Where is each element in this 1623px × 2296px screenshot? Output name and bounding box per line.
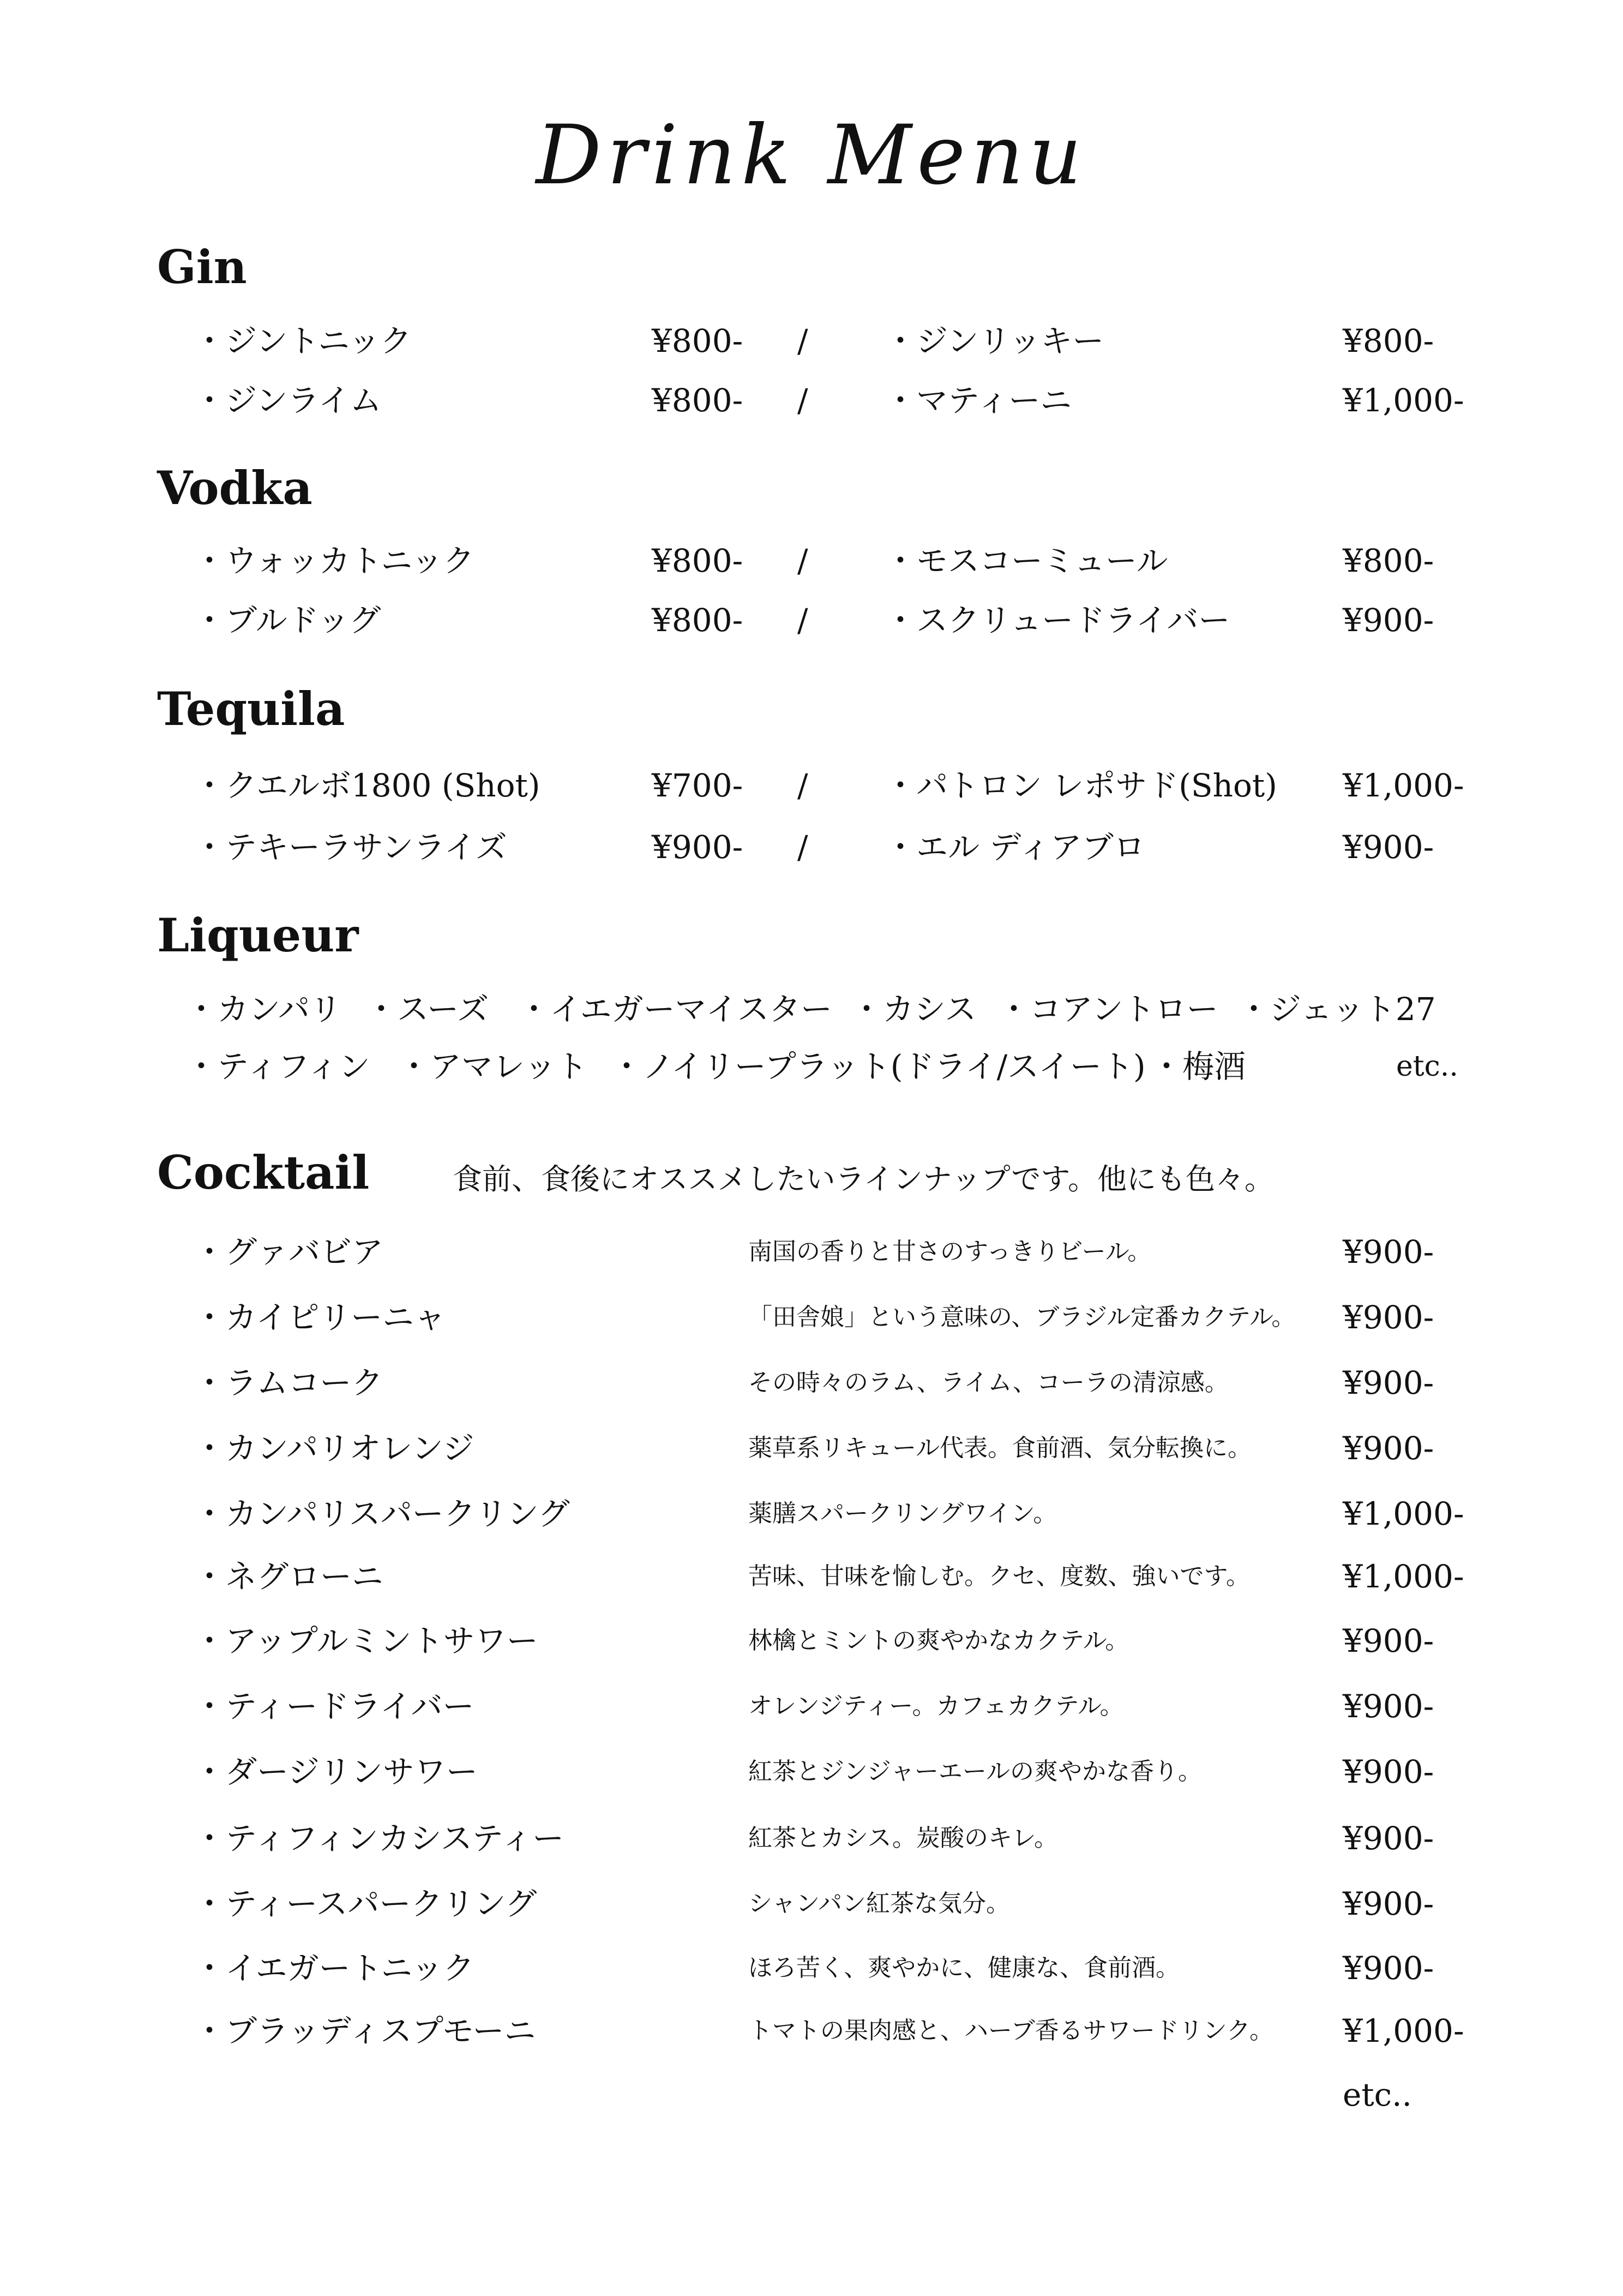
cocktail-desc: オレンジティー。カフェカクテル。 <box>748 1692 1124 1720</box>
cocktail-row <box>0 1296 1623 1339</box>
section-heading-vodka: Vodka <box>157 461 312 515</box>
cocktail-desc: 薬膳スパークリングワイン。 <box>748 1500 1057 1527</box>
cocktail-price: ¥900- <box>1343 1364 1434 1401</box>
cocktail-price: ¥900- <box>1343 1950 1434 1987</box>
tequila-row <box>0 825 1623 869</box>
drink-price: ¥800- <box>652 382 743 419</box>
drink-price: ¥800- <box>652 542 743 579</box>
liqueur-item: ・ノイリープラット(ドライ/スイート) <box>611 1048 1146 1085</box>
liqueur-item: ・アマレット <box>398 1048 588 1085</box>
cocktail-desc: 林檎とミントの爽やかなカクテル。 <box>748 1627 1129 1654</box>
cocktail-desc: シャンパン紅茶な気分。 <box>748 1890 1011 1917</box>
cocktail-row <box>0 1750 1623 1794</box>
liqueur-item: ・梅酒 <box>1151 1048 1246 1085</box>
cocktail-price: ¥1,000- <box>1343 1495 1464 1532</box>
cocktail-name: ・ティフィンカシスティー <box>194 1820 564 1857</box>
section-heading-gin: Gin <box>157 240 247 294</box>
drink-price: ¥800- <box>652 322 743 359</box>
cocktail-name: ・ティースパークリング <box>194 1885 537 1922</box>
cocktail-etc: etc.. <box>1343 2076 1412 2113</box>
drink-name: ・クエルボ1800 (Shot) <box>194 767 540 804</box>
cocktail-name: ・カンパリスパークリング <box>194 1495 570 1532</box>
drink-name: ・エル ディアブロ <box>885 829 1145 866</box>
liqueur-line <box>0 987 1623 1031</box>
liqueur-item: ・カンパリ <box>185 991 341 1028</box>
drink-name: ・ジンリッキー <box>885 322 1104 359</box>
cocktail-note: 食前、食後にオススメしたいラインナップです。他にも色々。 <box>453 1162 1275 1196</box>
cocktail-desc: 薬草系リキュール代表。食前酒、気分転換に。 <box>748 1434 1252 1462</box>
cocktail-desc: 紅茶とカシス。炭酸のキレ。 <box>748 1824 1059 1852</box>
gin-row <box>0 319 1623 363</box>
drink-name: ・モスコーミュール <box>885 542 1168 579</box>
drink-price: ¥900- <box>1343 829 1434 866</box>
cocktail-price: ¥900- <box>1343 1622 1434 1659</box>
cocktail-name: ・ダージリンサワー <box>194 1753 478 1790</box>
drink-price: ¥1,000- <box>1343 767 1464 804</box>
cocktail-row <box>0 1946 1623 1990</box>
drink-price: ¥900- <box>652 829 743 866</box>
cocktail-row <box>0 2009 1623 2053</box>
drink-name: ・ブルドッグ <box>194 602 381 639</box>
gin-row <box>0 379 1623 422</box>
cocktail-name: ・イエガートニック <box>194 1950 475 1987</box>
separator: / <box>797 602 808 639</box>
cocktail-desc: 南国の香りと甘さのすっきりビール。 <box>748 1238 1152 1266</box>
separator: / <box>797 829 808 866</box>
drink-name: ・テキーラサンライズ <box>194 829 507 866</box>
cocktail-desc: 「田舎娘」という意味の、ブラジル定番カクテル。 <box>748 1303 1296 1331</box>
cocktail-row <box>0 1555 1623 1598</box>
tequila-row <box>0 764 1623 807</box>
cocktail-name: ・ラムコーク <box>194 1364 383 1401</box>
section-heading-liqueur: Liqueur <box>157 908 359 962</box>
cocktail-price: ¥900- <box>1343 1233 1434 1270</box>
separator: / <box>797 542 808 579</box>
cocktail-row <box>0 1426 1623 1470</box>
cocktail-desc: その時々のラム、ライム、コーラの清涼感。 <box>748 1369 1229 1396</box>
drink-price: ¥1,000- <box>1343 382 1464 419</box>
cocktail-desc: ほろ苦く、爽やかに、健康な、食前酒。 <box>748 1954 1180 1982</box>
liqueur-item: ・スーズ <box>365 991 489 1028</box>
vodka-row <box>0 539 1623 583</box>
cocktail-name: ・ティードライバー <box>194 1688 474 1725</box>
cocktail-price: ¥900- <box>1343 1430 1434 1467</box>
menu-title: Drink Menu <box>536 108 1087 203</box>
liqueur-etc: etc.. <box>1396 1050 1458 1083</box>
cocktail-desc: 紅茶とジンジャーエールの爽やかな香り。 <box>748 1758 1203 1785</box>
cocktail-price: ¥900- <box>1343 1299 1434 1336</box>
vodka-row <box>0 598 1623 642</box>
separator: / <box>797 767 808 804</box>
cocktail-name: ・グァバビア <box>194 1233 384 1270</box>
liqueur-item: ・イエガーマイスター <box>518 991 832 1028</box>
cocktail-desc: トマトの果肉感と、ハーブ香るサワードリンク。 <box>748 2017 1274 2045</box>
separator: / <box>797 382 808 419</box>
separator: / <box>797 322 808 359</box>
cocktail-row <box>0 1492 1623 1536</box>
cocktail-price: ¥900- <box>1343 1688 1434 1725</box>
cocktail-name: ・ブラッディスプモーニ <box>194 2012 536 2049</box>
drink-name: ・ジントニック <box>194 322 412 359</box>
cocktail-price: ¥900- <box>1343 1820 1434 1857</box>
cocktail-name: ・ネグローニ <box>194 1558 384 1595</box>
drink-name: ・ウォッカトニック <box>194 542 475 579</box>
liqueur-item: ・ティフィン <box>185 1048 370 1085</box>
drink-name: ・スクリュードライバー <box>885 602 1230 639</box>
drink-name: ・マティーニ <box>885 382 1072 419</box>
cocktail-price: ¥900- <box>1343 1885 1434 1922</box>
drink-price: ¥800- <box>1343 542 1434 579</box>
cocktail-row <box>0 1684 1623 1728</box>
cocktail-name: ・カンパリオレンジ <box>194 1430 474 1467</box>
cocktail-name: ・カイピリーニャ <box>194 1299 446 1336</box>
drink-name: ・パトロン レポサド(Shot) <box>885 767 1277 804</box>
drink-price: ¥900- <box>1343 602 1434 639</box>
liqueur-item: ・カシス <box>851 991 977 1028</box>
cocktail-row <box>0 1361 1623 1405</box>
section-heading-tequila: Tequila <box>157 682 345 736</box>
cocktail-price: ¥1,000- <box>1343 1558 1464 1595</box>
drink-price: ¥800- <box>652 602 743 639</box>
liqueur-item: ・ジェット27 <box>1238 991 1436 1028</box>
drink-name: ・ジンライム <box>194 382 382 419</box>
section-heading-cocktail: Cocktail <box>157 1146 370 1200</box>
cocktail-desc: 苦味、甘味を愉しむ。クセ、度数、強いです。 <box>748 1562 1251 1590</box>
cocktail-price: ¥900- <box>1343 1753 1434 1790</box>
cocktail-row <box>0 1882 1623 1926</box>
drink-price: ¥800- <box>1343 322 1434 359</box>
cocktail-row <box>0 1619 1623 1663</box>
liqueur-item: ・コアントロー <box>998 991 1218 1028</box>
cocktail-price: ¥1,000- <box>1343 2012 1464 2049</box>
cocktail-name: ・アップルミントサワー <box>194 1622 538 1659</box>
cocktail-row <box>0 1817 1623 1860</box>
cocktail-row <box>0 1230 1623 1274</box>
liqueur-line <box>0 1045 1623 1088</box>
drink-price: ¥700- <box>652 767 743 804</box>
